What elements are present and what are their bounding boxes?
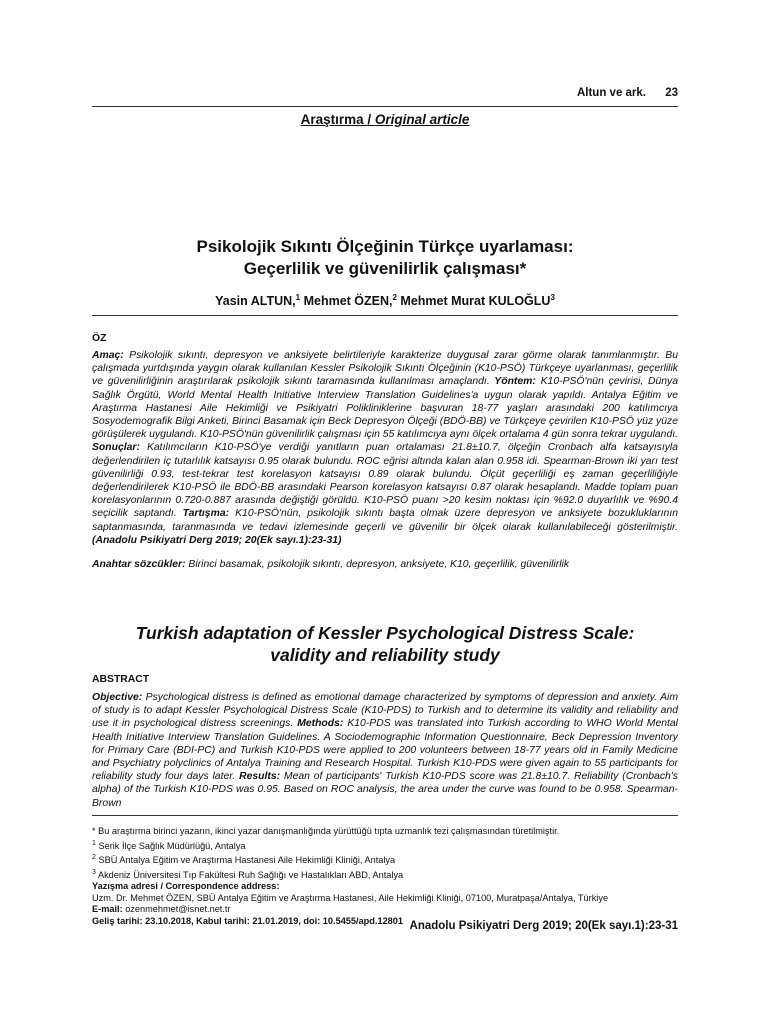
title-turkish [0, 236, 770, 280]
article-type-en: Original article [374, 112, 470, 127]
article-type-tr: Araştırma / [300, 112, 375, 127]
abstract-objective-label: Objective: [92, 692, 143, 703]
authors-rule [92, 315, 678, 316]
correspondence-label: Yazışma adresi / Correspondence address: [92, 881, 280, 892]
abstract-methods-label: Methods: [293, 718, 344, 730]
oz-heading: ÖZ [92, 333, 107, 344]
title-turkish-line1: Psikolojik Sıkıntı Ölçeğinin Türkçe uyarlaması: [196, 237, 574, 256]
title-english-line1: Turkish adaptation of Kessler Psychological Distress Scale: [135, 623, 635, 643]
author-name: Mehmet Murat KULOĞLU [396, 294, 551, 309]
footnote-affiliation-1: $^1$ Serik İlçe Sağlık Müdürlüğü, Antalya [92, 839, 246, 851]
oz-sonuclar-label: Sonuçlar: [92, 442, 140, 454]
oz-citation: (Anadolu Psikiyatri Derg 2019; 20(Ek sayı.1):23-31) [92, 534, 342, 546]
author-name: Yasin ALTUN, [215, 294, 296, 309]
journal-reference: Anadolu Psikiyatri Derg 2019; 20(Ek sayı.1):23-31 [409, 920, 678, 932]
author-name: Mehmet ÖZEN, [300, 294, 393, 309]
footnote-affiliation-3: $^3$ Akdeniz Üniversitesi Tıp Fakültesi Ruh Sağlığı ve Hastalıkları ABD, Antalya [92, 868, 404, 880]
oz-yontem-label: Yöntem: [489, 376, 536, 388]
running-header [577, 87, 678, 99]
oz-amac-label: Amaç: [92, 350, 124, 361]
running-title: Altun ve ark. [576, 87, 646, 99]
oz-yontem-text: K10-PSÖ'nün çevirisi, Dünya Sağlık Örgütü, World Mental Health Initiative Interview Translation Guidelines'a uygun olarak yapıldı. Antalya Eğitim ve Araştırma Hastanesi Aile Hekimliği ve Psikiyatri Polikliniklerine başvuran 18-77 yaşları arasındaki 200 katılımcıya Sosyodemografik Bilgi Anketi, Birinci Basamak için Beck Depresyon Ölçeği (BDÖ-BB) ve Türkçeye çevirilen K10-PSÖ yüz yüze görüşülerek uygulandı. K10-PSÖ'nün güvenilirlik çalışması için 55 katılımcıya aynı ölçek ortalama 4 gün sonra tekrar uygulandı. [92, 376, 679, 441]
oz-tartisma-label: Tartışma: [176, 508, 230, 520]
oz-abstract [92, 349, 678, 547]
header-rule [92, 106, 678, 107]
footnote-affiliation-2: $^2$ SBÜ Antalya Eğitim ve Araştırma Hastanesi Aile Hekimliği Kliniği, Antalya [92, 854, 396, 866]
abstract-methods-text: K10-PDS was translated into Turkish according to WHO World Mental Health Initiative Interview Translation Guidelines. A Sociodemographic Information Questionnaire, Beck Depression Inventory for Primary Care (BDI-PC) and Turkish K10-PDS were applied to 200 volunteers between 18-77 years old in Family Medicine and Psychiatry polyclinics of Antalya Training and Research Hospital. Turkish K10-PDS were given again to 55 participants for reliability study four days later. [92, 718, 678, 783]
author-list [0, 293, 770, 308]
correspondence-email: E-mail: ozenmehmet@isnet.net.tr [92, 904, 231, 915]
author-affiliation-mark: 3 [550, 293, 555, 302]
email-link[interactable]: ozenmehmet@isnet.net.tr [122, 904, 231, 915]
article-dates: Geliş tarihi: 23.10.2018, Kabul tarihi: 21.01.2019, doi: 10.5455/apd.12801 [92, 915, 404, 926]
abstract-objective-text: Psychological distress is defined as emotional damage characterized by symptoms of depression and anxiety. Aim of study is to adapt Kessler Psychological Distress Scale (K10-PDS) to Turkish and to determine its validity and reliability and use it in psychological distress screenings. [92, 692, 678, 730]
abstract-results-text: Mean of participants' Turkish K10-PDS score was 21.8±10.7. Reliability (Cronbach's alpha) of the Turkish K10-PDS was 0.95. Based on ROC analysis, the area under the curve was found to be 0.958. Spearman-Brown [92, 771, 678, 809]
article-type [0, 112, 770, 127]
abstract-results-label: Results: [235, 771, 281, 783]
title-turkish-line2: Geçerlilik ve güvenilirlik çalışması* [243, 259, 527, 278]
oz-sonuclar-text: Katılımcıların K10-PSÖ'ye verdiği yanıtların puan ortalaması 21.8±10.7, ölçeğin Cronbach alfa katsayısıyla değerlendirilen iç tutarlılık katsayısı 0.95 olarak bulundu. ROC eğrisi altında kalan alan 0.958 idi. Spearman-Brown iki yarı test güvenilirliği 0.93, test-tekrar test korelasyon katsayısı 0.89 olarak bulundu. Ölçüt geçerliliği eş zaman geçerliliğiyle değerlendirilerek K10-PSÖ ile BDÖ-BB arasındaki Pearson korelasyon katsayısı 0.87 olarak hesaplandı. Madde toplam puan korelasyonlarının 0.720-0.887 arasında değiştiği görüldü. K10-PSÖ puanı >20 kesim noktası için %92.0 duyarlılık ve %90.4 seçicilik saptandı. [92, 442, 678, 520]
author-affiliation-mark: 1 [295, 293, 301, 302]
author-affiliation-mark: 2 [392, 293, 397, 302]
keywords-label: Anahtar sözcükler: [92, 559, 186, 570]
page-number: 23 [665, 87, 678, 99]
oz-tartisma-text: K10-PSÖ'nün, psikolojik sıkıntı başta olmak üzere depresyon ve anksiyete bozukluklarının saptanmasında, taranmasında ve tedavi izlemesinde geçerli ve güvenilir bir ölçek olarak kullanılabileceği gösterilmiştir. [92, 508, 679, 533]
english-abstract [92, 691, 678, 810]
footnote-thesis: * Bu araştırma birinci yazarın, ikinci yazar danışmanlığında yürüttüğü tıpta uzmanlık tezi çalışmasından türetilmiştir. [92, 826, 560, 836]
title-english-line2: validity and reliability study [270, 645, 500, 665]
abstract-heading: ABSTRACT [92, 674, 150, 685]
keywords-text: Birinci basamak, psikolojik sıkıntı, depresyon, anksiyete, K10, geçerlilik, güvenilirlik [185, 559, 570, 570]
footnotes [92, 826, 692, 927]
correspondence-address: Uzm. Dr. Mehmet ÖZEN, SBÜ Antalya Eğitim ve Araştırma Hastanesi, Aile Hekimliği Kliniği, 07100, Muratpaşa/Antalya, Türkiye [92, 892, 609, 903]
oz-amac-text: Psikolojik sıkıntı, depresyon ve anksiyete belirtileriyle karakterize duygusal zarar görme olarak tanımlanmıştır. Bu çalışmada yurtdışında yaygın olarak kullanılan Kessler Psikolojik Sıkıntı Ölçeğinin (K10-PSÖ) Türkçeye uyarlanması, geçerlilik ve güvenilirliğinin araştırılarak psikolojik sıkıntı taramasında kullanılması amaçlandı. [92, 350, 678, 388]
title-english [0, 622, 770, 666]
keywords-tr [92, 558, 678, 571]
footnote-rule [92, 815, 678, 816]
